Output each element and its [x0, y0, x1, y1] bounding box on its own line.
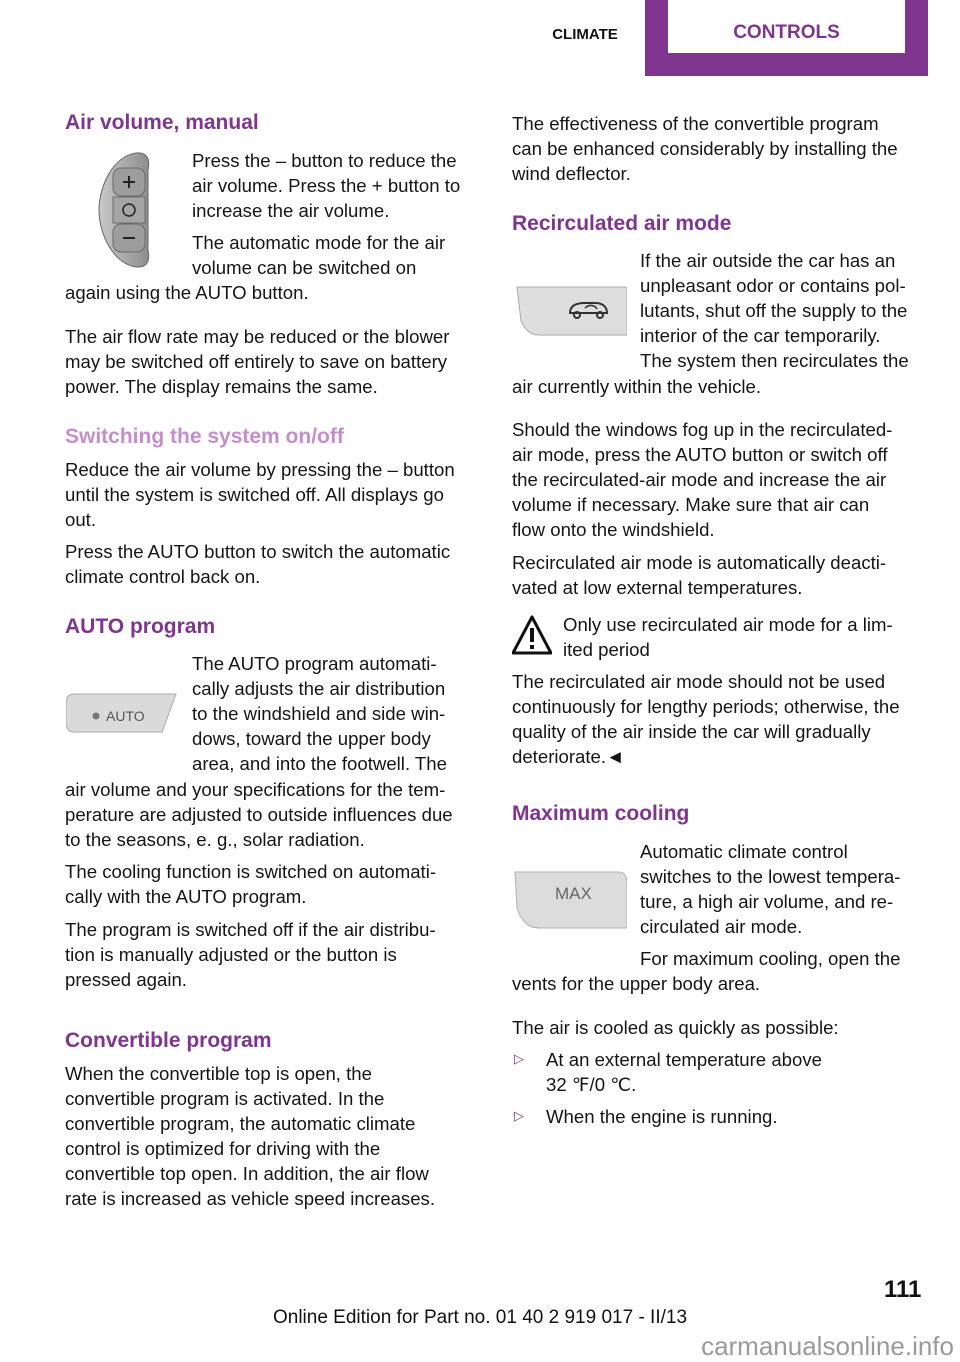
warning-text: The recirculated air mode should not be used continuously for lengthy periods; otherwise, the quality of the air inside the car will gradually deteriorate.◄ — [512, 671, 900, 767]
paragraph: For maximum cooling, open the — [640, 948, 901, 969]
paragraph: Automatic climate control switches to the lowest tempera‐ ture, a high air volume, and re‐ circulated air mode. — [640, 841, 901, 937]
paragraph: air currently within the vehicle. — [512, 376, 762, 397]
heading-auto-program: AUTO program — [65, 615, 216, 638]
paragraph: vents for the upper body area. — [512, 973, 761, 994]
edition-footer: Online Edition for Part no. 01 40 2 919 017 - II/13 — [272, 1307, 688, 1328]
max-button-label: MAX — [555, 884, 592, 903]
paragraph: The program is switched off if the air distribu‐ tion is manually adjusted or the button is pressed again. — [65, 919, 436, 990]
paragraph: air volume and your specifications for the tem‐ perature are adjusted to outside influences due to the seasons, e. g., solar radiation. — [65, 779, 453, 850]
auto-button-icon — [66, 692, 178, 735]
heading-convertible: Convertible program — [65, 1029, 272, 1052]
chapter-label: CONTROLS — [733, 22, 840, 43]
watermark: carmanualsonline.info — [701, 1331, 954, 1361]
paragraph: Should the windows fog up in the recirculated- air mode, press the AUTO button or switch off the recirculated-air mode and increase the air volume if necessary. Make sure that air can flow onto the windshield. — [512, 419, 893, 540]
paragraph: again using the AUTO button. — [65, 282, 309, 303]
paragraph: The air flow rate may be reduced or the blower may be switched off entirely to save on battery power. The display remains the same. — [65, 326, 450, 397]
paragraph: The effectiveness of the convertible program can be enhanced considerably by installing the wind deflector. — [512, 113, 898, 184]
bullet-triangle-icon: ▷ — [514, 1051, 524, 1066]
bullet-triangle-icon: ▷ — [514, 1108, 524, 1123]
paragraph: Recirculated air mode is automatically deacti‐ vated at low external temperatures. — [512, 552, 887, 598]
paragraph: When the convertible top is open, the convertible program is activated. In the convertible program, the automatic climate control is optimized for driving with the convertible top open. In addition, the air flow rate is increased as vehicle speed increases. — [65, 1063, 436, 1209]
paragraph: The automatic mode for the air volume can be switched on — [192, 232, 446, 278]
paragraph: Reduce the air volume by pressing the – button until the system is switched off. All displays go out. — [65, 459, 455, 530]
paragraph: The air is cooled as quickly as possible: — [512, 1017, 839, 1038]
warning-title: Only use recirculated air mode for a lim‐ ited period — [563, 614, 893, 660]
warning-icon — [512, 615, 552, 655]
list-item: At an external temperature above 32 ℉/0 ℃. — [546, 1049, 822, 1095]
heading-switching: Switching the system on/off — [65, 425, 344, 448]
heading-max-cooling: Maximum cooling — [512, 802, 690, 825]
fan-control-button-icon — [96, 150, 152, 270]
paragraph: Press the – button to reduce the air volume. Press the + button to increase the air volume. — [192, 150, 461, 221]
paragraph: If the air outside the car has an unpleasant odor or contains pol‐ lutants, shut off the supply to the interior of the car temporarily. The system then recirculates the — [640, 250, 909, 371]
section-label: CLIMATE — [552, 26, 618, 43]
page-number: 111 — [884, 1276, 922, 1303]
recirculation-button-icon — [515, 283, 627, 338]
paragraph: The cooling function is switched on automati‐ cally with the AUTO program. — [65, 861, 437, 907]
max-button-icon — [513, 868, 627, 930]
list-item: When the engine is running. — [546, 1106, 778, 1127]
auto-button-label: AUTO — [106, 708, 145, 724]
paragraph: The AUTO program automati‐ cally adjusts the air distribution to the windshield and side win‐ dows, toward the upper body area, and into the footwell. The — [192, 653, 447, 774]
heading-recirculated: Recirculated air mode — [512, 212, 732, 235]
heading-air-volume: Air volume, manual — [65, 111, 259, 134]
paragraph: Press the AUTO button to switch the automatic climate control back on. — [65, 541, 451, 587]
